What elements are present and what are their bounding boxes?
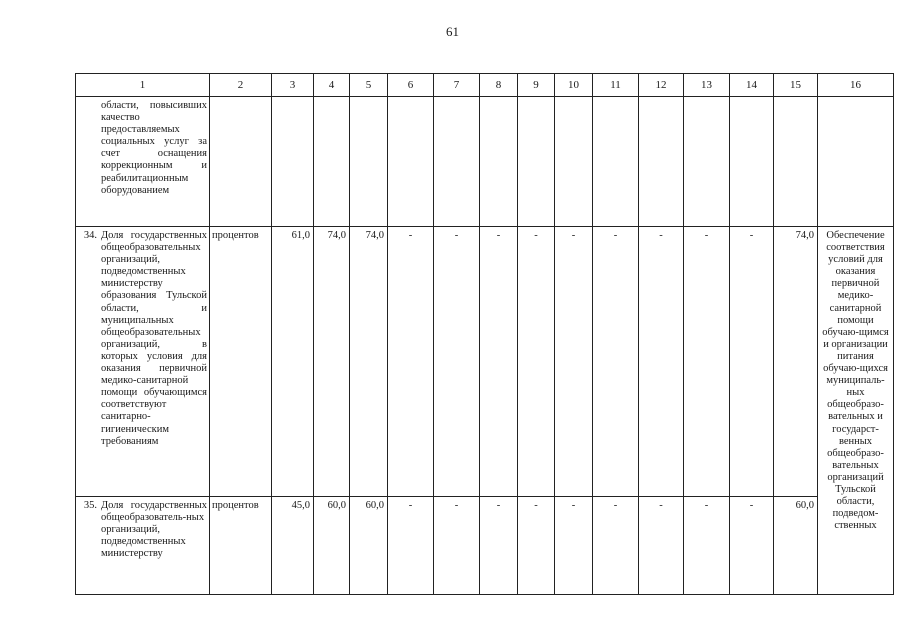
col-header-16: 16 bbox=[818, 74, 894, 97]
col-header-14: 14 bbox=[730, 74, 774, 97]
col-header-7: 7 bbox=[434, 74, 480, 97]
note-cell-empty bbox=[818, 97, 894, 227]
table-row-35 bbox=[76, 497, 894, 595]
unit-cell: процентов bbox=[210, 497, 272, 595]
col-header-15: 15 bbox=[774, 74, 818, 97]
value-col3: 45,0 bbox=[272, 497, 314, 595]
value-col3: 61,0 bbox=[272, 227, 314, 497]
col-header-4: 4 bbox=[314, 74, 350, 97]
col-header-11: 11 bbox=[593, 74, 639, 97]
page-number: 61 bbox=[446, 24, 459, 39]
value-col14: - bbox=[730, 227, 774, 497]
value-col7: - bbox=[434, 227, 480, 497]
col-header-2: 2 bbox=[210, 74, 272, 97]
col-header-6: 6 bbox=[388, 74, 434, 97]
indicator-text: Доля государственных общеобразователь-ных организаций, подведомственных министерству bbox=[101, 500, 207, 560]
header-row bbox=[76, 74, 894, 97]
unit-cell: процентов bbox=[210, 227, 272, 497]
value-col9 bbox=[518, 97, 555, 227]
value-col15 bbox=[774, 97, 818, 227]
row-number: 34. bbox=[83, 230, 97, 241]
value-col11 bbox=[593, 97, 639, 227]
indicators-table bbox=[75, 73, 894, 595]
value-col4: 74,0 bbox=[314, 227, 350, 497]
value-col14: - bbox=[730, 497, 774, 595]
value-col7 bbox=[434, 97, 480, 227]
col-header-1: 1 bbox=[76, 74, 210, 97]
value-col3 bbox=[272, 97, 314, 227]
value-col5: 60,0 bbox=[350, 497, 388, 595]
value-col11: - bbox=[593, 227, 639, 497]
value-col12 bbox=[639, 97, 684, 227]
table-row-continuation bbox=[76, 97, 894, 227]
value-col5 bbox=[350, 97, 388, 227]
note-cell: Обеспечение соответствия условий для оказания первичной медико-санитарной помощи обучаю-щимся и организации питания обучаю-щихся муниципаль-ных общеобразо-вательных и государст-венных общеобразо-вательных организаций Тульской области, подведом-ственных bbox=[818, 227, 894, 595]
value-col15: 60,0 bbox=[774, 497, 818, 595]
col-header-9: 9 bbox=[518, 74, 555, 97]
value-col6: - bbox=[388, 497, 434, 595]
value-col6 bbox=[388, 97, 434, 227]
value-col12: - bbox=[639, 497, 684, 595]
value-col13: - bbox=[684, 497, 730, 595]
col-header-3: 3 bbox=[272, 74, 314, 97]
col-header-13: 13 bbox=[684, 74, 730, 97]
value-col13 bbox=[684, 97, 730, 227]
value-col12: - bbox=[639, 227, 684, 497]
value-col8: - bbox=[480, 497, 518, 595]
row-number: 35. bbox=[83, 500, 97, 511]
value-col5: 74,0 bbox=[350, 227, 388, 497]
indicator-text: области, повысивших качество предоставляемых социальных услуг за счет оснащения коррекционным и реабилитационным оборудованием bbox=[101, 100, 207, 196]
table-row-34 bbox=[76, 227, 894, 497]
indicator-text: Доля государственных общеобразовательных организаций, подведомственных министерству образования Тульской области, и муниципальных общеобразовательных организаций, в которых условия для оказания первичной медико-санитарной помощи обучающимся соответствуют санитарно-гигиеническим требованиям bbox=[101, 230, 207, 447]
col-header-8: 8 bbox=[480, 74, 518, 97]
col-header-12: 12 bbox=[639, 74, 684, 97]
value-col11: - bbox=[593, 497, 639, 595]
col-header-5: 5 bbox=[350, 74, 388, 97]
value-col4: 60,0 bbox=[314, 497, 350, 595]
value-col13: - bbox=[684, 227, 730, 497]
unit-cell bbox=[210, 97, 272, 227]
value-col4 bbox=[314, 97, 350, 227]
value-col8 bbox=[480, 97, 518, 227]
indicator-cell bbox=[76, 227, 210, 497]
value-col6: - bbox=[388, 227, 434, 497]
value-col9: - bbox=[518, 497, 555, 595]
value-col14 bbox=[730, 97, 774, 227]
value-col7: - bbox=[434, 497, 480, 595]
col-header-10: 10 bbox=[555, 74, 593, 97]
value-col9: - bbox=[518, 227, 555, 497]
value-col8: - bbox=[480, 227, 518, 497]
value-col10: - bbox=[555, 497, 593, 595]
indicator-cell bbox=[76, 497, 210, 595]
indicator-cell bbox=[76, 97, 210, 227]
value-col15: 74,0 bbox=[774, 227, 818, 497]
value-col10: - bbox=[555, 227, 593, 497]
value-col10 bbox=[555, 97, 593, 227]
